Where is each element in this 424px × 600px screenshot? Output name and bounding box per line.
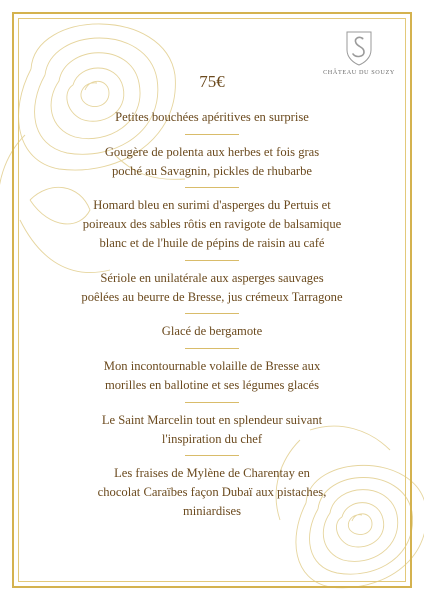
course-separator [185, 134, 239, 135]
course-item: Gougère de polenta aux herbes et fois gras poché au Savagnin, pickles de rhubarbe [104, 144, 320, 178]
course-item: Le Saint Marcelin tout en splendeur suivant l'inspiration du chef [101, 412, 323, 446]
menu-price: 75€ [199, 72, 225, 91]
swan-crest-icon [344, 30, 374, 66]
course-item: Homard bleu en surimi d'asperges du Pertuis et poireaux des sables rôtis en ravigote de balsamique blanc et de l'huile de pépins de raisin au café [82, 198, 342, 250]
course-item: Petites bouchées apéritives en surprise [115, 110, 309, 124]
course-separator [185, 313, 239, 314]
course-separator [185, 260, 239, 261]
course-separator [185, 187, 239, 188]
course-item: Les fraises de Mylène de Charentay en chocolat Caraïbes façon Dubaï aux pistaches, miniardises [97, 466, 327, 518]
brand-name: CHÂTEAU DU SOUZY [323, 69, 395, 76]
course-separator [185, 402, 239, 403]
course-separator [185, 455, 239, 456]
course-item: Sériole en unilatérale aux asperges sauvages poêlées au beurre de Bresse, jus crémeux Tarragone [81, 270, 343, 304]
course-list [40, 108, 384, 521]
brand-logo [318, 30, 400, 76]
course-item: Glacé de bergamote [161, 324, 263, 339]
course-item: Mon incontournable volaille de Bresse aux morilles en ballotine et ses légumes glacés [103, 359, 321, 392]
course-separator [185, 348, 239, 349]
